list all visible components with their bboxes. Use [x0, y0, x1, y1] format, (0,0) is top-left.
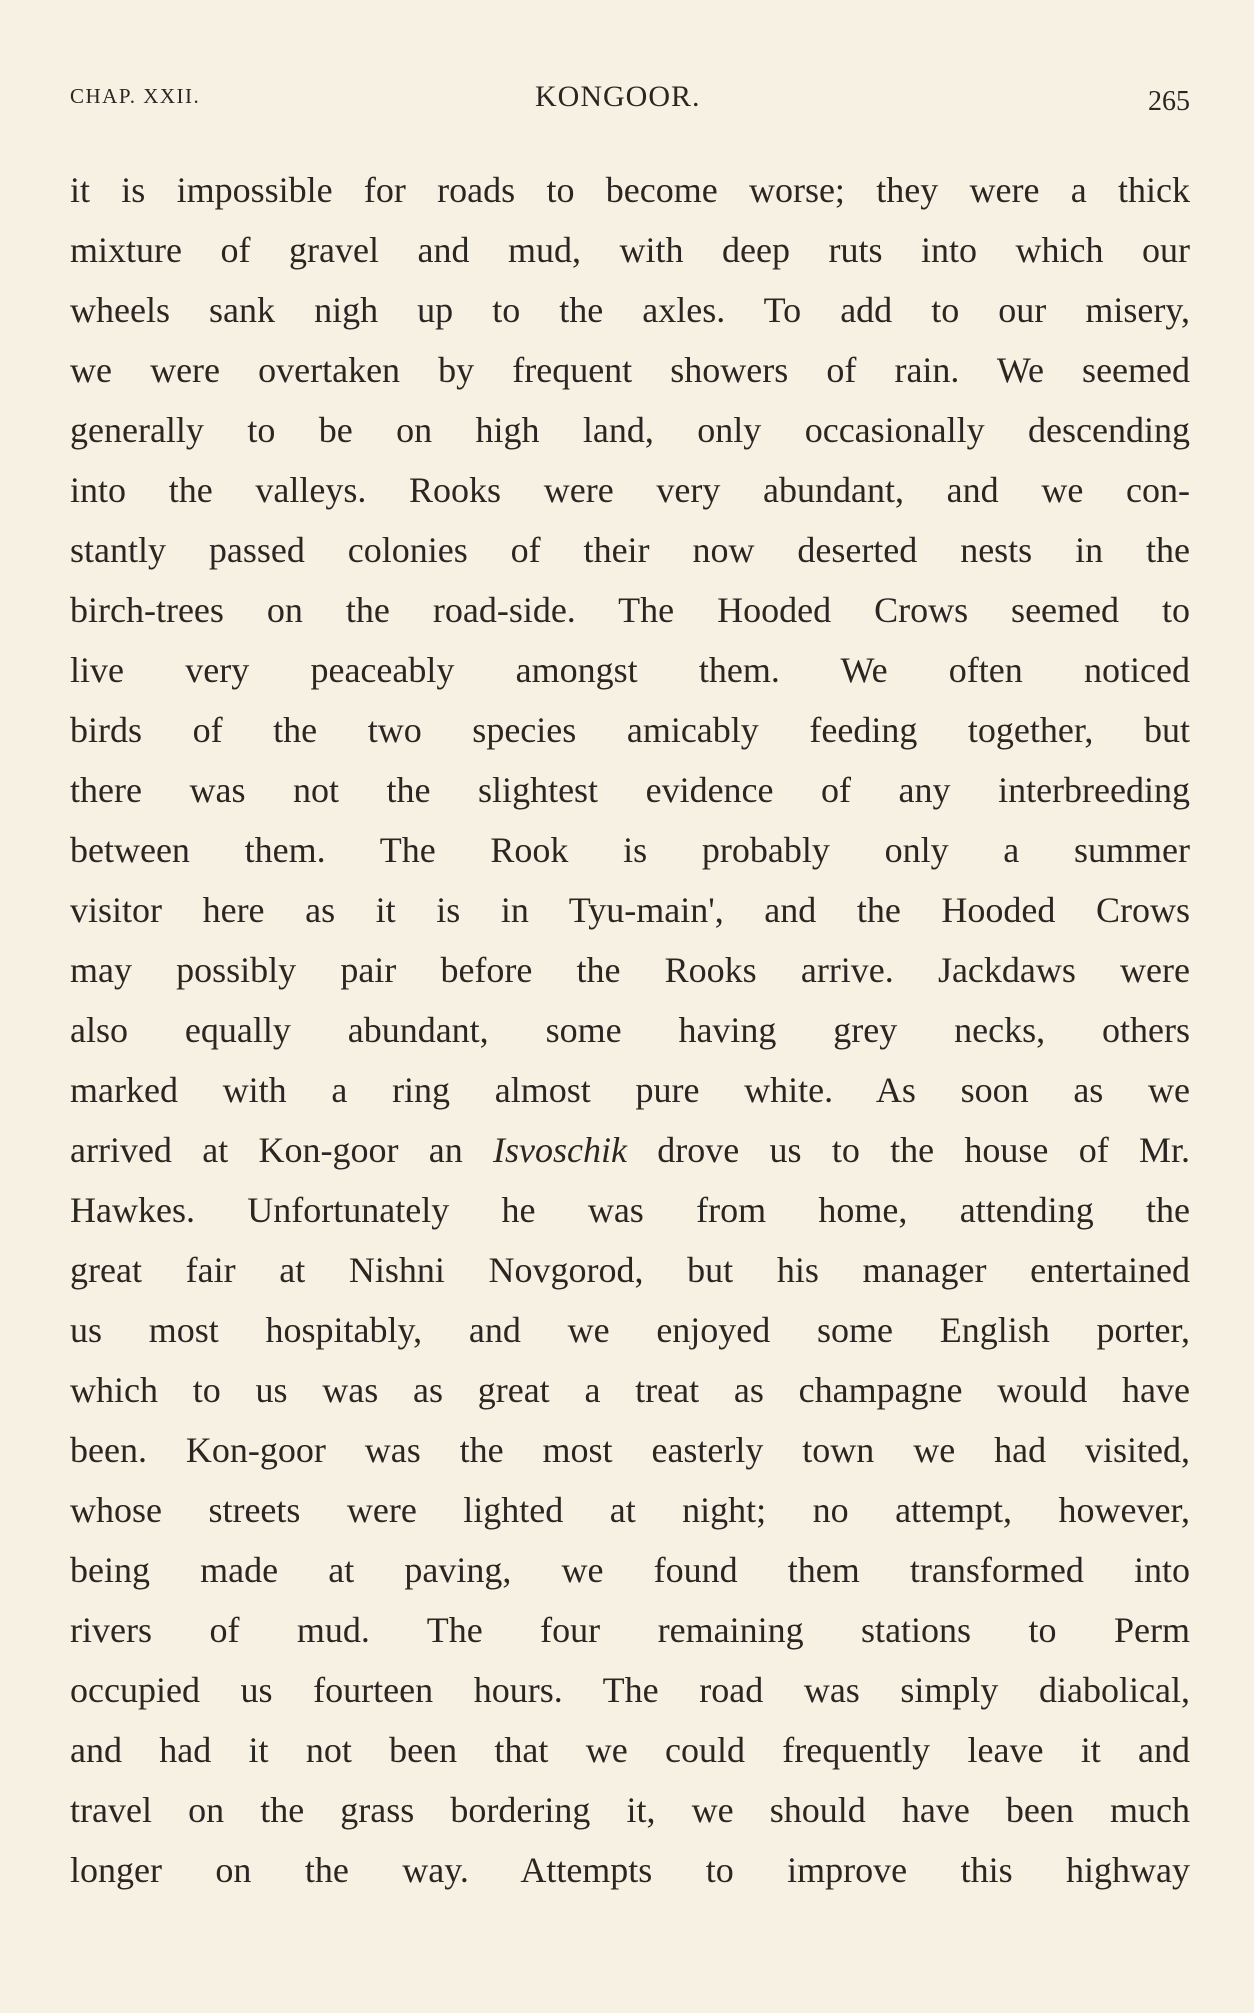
text-span: arrived at Kon-goor an [70, 1130, 494, 1170]
text-line: birch-trees on the road-side. The Hooded Crows seemed to [70, 590, 1190, 630]
text-line: mixture of gravel and mud, with deep ruts into which our [70, 230, 1190, 270]
text-line: longer on the way. Attempts to improve this highway [70, 1850, 1190, 1890]
text-line-with-italic [70, 1120, 1190, 1180]
body-text [70, 160, 1190, 1900]
text-line: travel on the grass bordering it, we should have been much [70, 1790, 1190, 1830]
text-line: visitor here as it is in Tyu-main', and the Hooded Crows [70, 890, 1190, 930]
text-line: Hawkes. Unfortunately he was from home, attending the [70, 1190, 1190, 1230]
text-line: occupied us fourteen hours. The road was simply diabolical, [70, 1670, 1190, 1710]
text-line: great fair at Nishni Novgorod, but his manager entertained [70, 1250, 1190, 1290]
page-title: KONGOOR. [535, 80, 701, 113]
text-line: into the valleys. Rooks were very abundant, and we con- [70, 470, 1190, 510]
text-span: drove us to the house of Mr. [627, 1130, 1190, 1170]
italic-word: Isvoschik [493, 1130, 627, 1170]
text-line: rivers of mud. The four remaining stations to Perm [70, 1610, 1190, 1650]
text-line: stantly passed colonies of their now deserted nests in the [70, 530, 1190, 570]
running-head [70, 80, 1190, 120]
text-line: been. Kon-goor was the most easterly town we had visited, [70, 1430, 1190, 1470]
text-line: we were overtaken by frequent showers of rain. We seemed [70, 350, 1190, 390]
text-line: live very peaceably amongst them. We often noticed [70, 650, 1190, 690]
text-line: there was not the slightest evidence of any interbreeding [70, 770, 1190, 810]
text-line: which to us was as great a treat as champagne would have [70, 1370, 1190, 1410]
text-line: it is impossible for roads to become worse; they were a thick [70, 170, 1190, 210]
page-number: 265 [1148, 86, 1190, 117]
text-line: marked with a ring almost pure white. As soon as we [70, 1070, 1190, 1110]
text-line: generally to be on high land, only occasionally descending [70, 410, 1190, 450]
chapter-heading: CHAP. XXII. [70, 84, 201, 108]
text-line: us most hospitably, and we enjoyed some English porter, [70, 1310, 1190, 1350]
text-line: also equally abundant, some having grey necks, others [70, 1010, 1190, 1050]
text-line: between them. The Rook is probably only a summer [70, 830, 1190, 870]
text-line: may possibly pair before the Rooks arrive. Jackdaws were [70, 950, 1190, 990]
text-line: wheels sank nigh up to the axles. To add to our misery, [70, 290, 1190, 330]
text-line: birds of the two species amicably feeding together, but [70, 710, 1190, 750]
text-line: being made at paving, we found them transformed into [70, 1550, 1190, 1590]
text-line: and had it not been that we could frequently leave it and [70, 1730, 1190, 1770]
text-line: whose streets were lighted at night; no attempt, however, [70, 1490, 1190, 1530]
